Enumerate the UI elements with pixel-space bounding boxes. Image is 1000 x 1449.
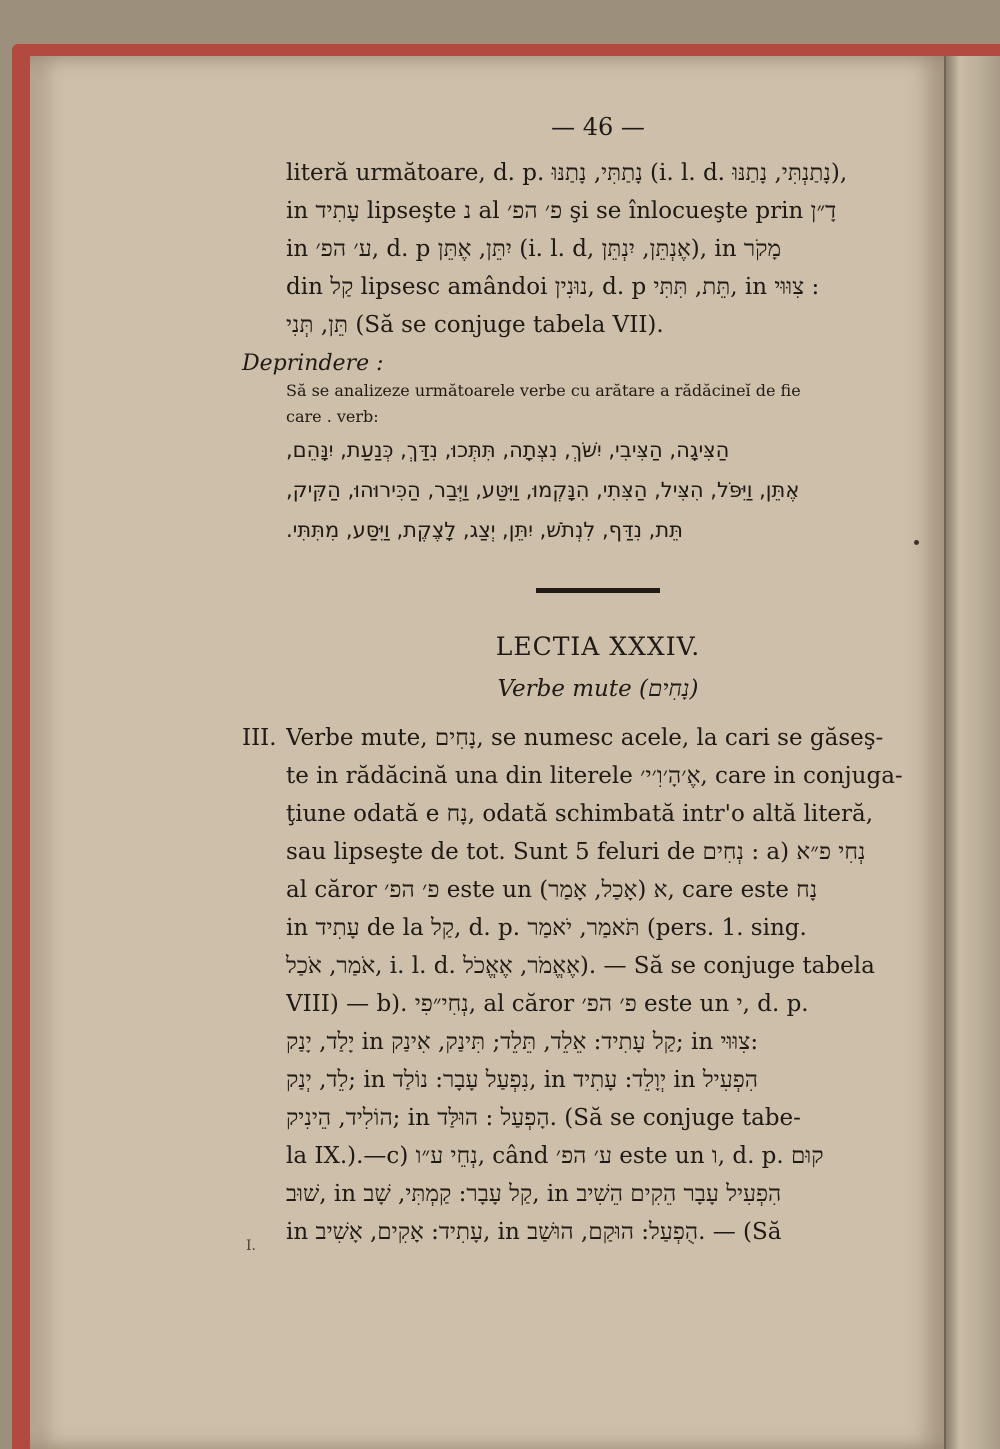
lesson-paragraph <box>242 719 910 1251</box>
exercise-hebrew-line: תֵּת, נִדַּף, לִנְתֹשׁ, יִתֵּן, יְצַג, לָצֶקֶת, וַיִּסַּע, מִתִּתִּי. <box>286 518 683 542</box>
lesson-subtitle: Verbe mute (נָחִים) <box>497 676 699 702</box>
text-line: לֵד, יְנַק; in נִפְעַל עָבָר: נוֹלַד, in יְוָלֵד: עָתִיד in הִפְעִיל <box>286 1067 759 1093</box>
exercise-hebrew-line: הַצִּיגָה, הַצִּיבִי, יִשֹּׁךְ, נִצְּתָה, תִּתְּכוּ, נִדַּךְ, כְּנַעַת, יִנָּהֵם, <box>286 438 730 462</box>
exercise-hebrew-line: אֶתֵּן, וַיִּפֹּל, הִצִּיל, הַצִּתִי, הִנָּקְמוּ, וַיִּטַּע, וַיְּבַר, הַכִּירוּהוּ, הַקִּיק, <box>286 478 800 502</box>
text-line: הוֹלִיד, הֵינִיק; in הָפְעַל : הוּלַּד. (Să se conjuge tabe- <box>286 1105 801 1131</box>
text-line: in עָתִיד de la קַל, d. p. תֹּאמַר, יֹאמַר (pers. 1. sing. <box>286 915 807 941</box>
page-number: — 46 — <box>551 113 645 141</box>
text-line: sau lipseşte de tot. Sunt 5 feluri de נְחִים : a) נְחִי פ״א <box>286 839 866 865</box>
text-line: Verbe mute, נָחִים, se numesc acele, la cari se găseş- <box>286 725 884 751</box>
text-line: ţiune odată e נָח, odată schimbată intr'o altă literă, <box>286 801 874 827</box>
text-line: אֹמַר, אֹכַל, i. l. d. אֶאֱמֹר, אֶאֱכֹל). — Să se conjuge tabela <box>286 953 875 979</box>
text-line: in עָתִיד: אָקִים, אָשִׁיב, in הֻפְעַל: הוּקַם, הוּשַׁב. — (Să <box>286 1219 782 1245</box>
page-content <box>242 108 910 1251</box>
lesson-title: LECTIA XXXIV. <box>495 632 701 661</box>
text-line: al căror פ׳ הפ׳ este un א (אָכַל, אָמַר), care este נָח <box>286 877 818 903</box>
text-line: in עָתִיד lipseşte נ al פ׳ הפ׳ şi se înlocueşte prin דָ״ן <box>286 198 837 224</box>
next-page-edge <box>946 56 1000 1449</box>
text-line: תֵּן, תְּנִי (Să se conjuge tabela VII). <box>286 312 664 338</box>
text-line: יָלַד, יָנַק in קַל עָתִיד: אֵלֵד, תֵּלֵד; תִּינַק, אִינַק; in צִוּוּי: <box>286 1029 759 1055</box>
text-line: VIII) — b). נְחִי״פִי, al căror פ׳ הפ׳ este un י, d. p. <box>286 991 809 1017</box>
exercise-instruction: Să se analizeze următoarele verbe cu arătare a rădăcineĭ de fie <box>286 381 801 400</box>
ink-speck <box>914 540 919 545</box>
section-divider <box>536 588 660 593</box>
text-line: te in rădăcină una din literele אֶ׳הָ׳וִ׳י׳, care in conjuga- <box>286 763 903 789</box>
exercise-instruction-prefix: care . verb: <box>286 407 379 426</box>
text-line: literă următoare, d. p. נָתַתִּי, נָתַנּוּ (i. l. d. נָתַנְתִּי, נָתַנּוּ), <box>286 160 848 186</box>
text-line: din קַל lipsesc amândoi נוּנִין, d. p תֵּת, תִּתִּי, in צִוּוּי : <box>286 274 820 300</box>
exercise-heading: Deprindere : <box>242 351 384 376</box>
section-marker: III. <box>242 725 277 751</box>
text-line: la IX.).—c) נְחֵי ע״ו, când ע׳ הפ׳ este un ו, d. p. קוּם <box>286 1143 824 1169</box>
text-line: שׁוּב, in קַל עָבָר: קַמְתִּי, שָׁב, in הִפְעִיל עָבָר הֵקִים הֵשִׁיב <box>286 1181 782 1207</box>
margin-note: I. <box>246 1238 256 1254</box>
intro-paragraph <box>286 154 910 344</box>
text-line: in ע׳ הפ׳, d. p יִתֵּן, אֶתֵּן (i. l. d, אֶנְתֵּן, יִנְתֵּן), in מָקֹר <box>286 236 782 262</box>
